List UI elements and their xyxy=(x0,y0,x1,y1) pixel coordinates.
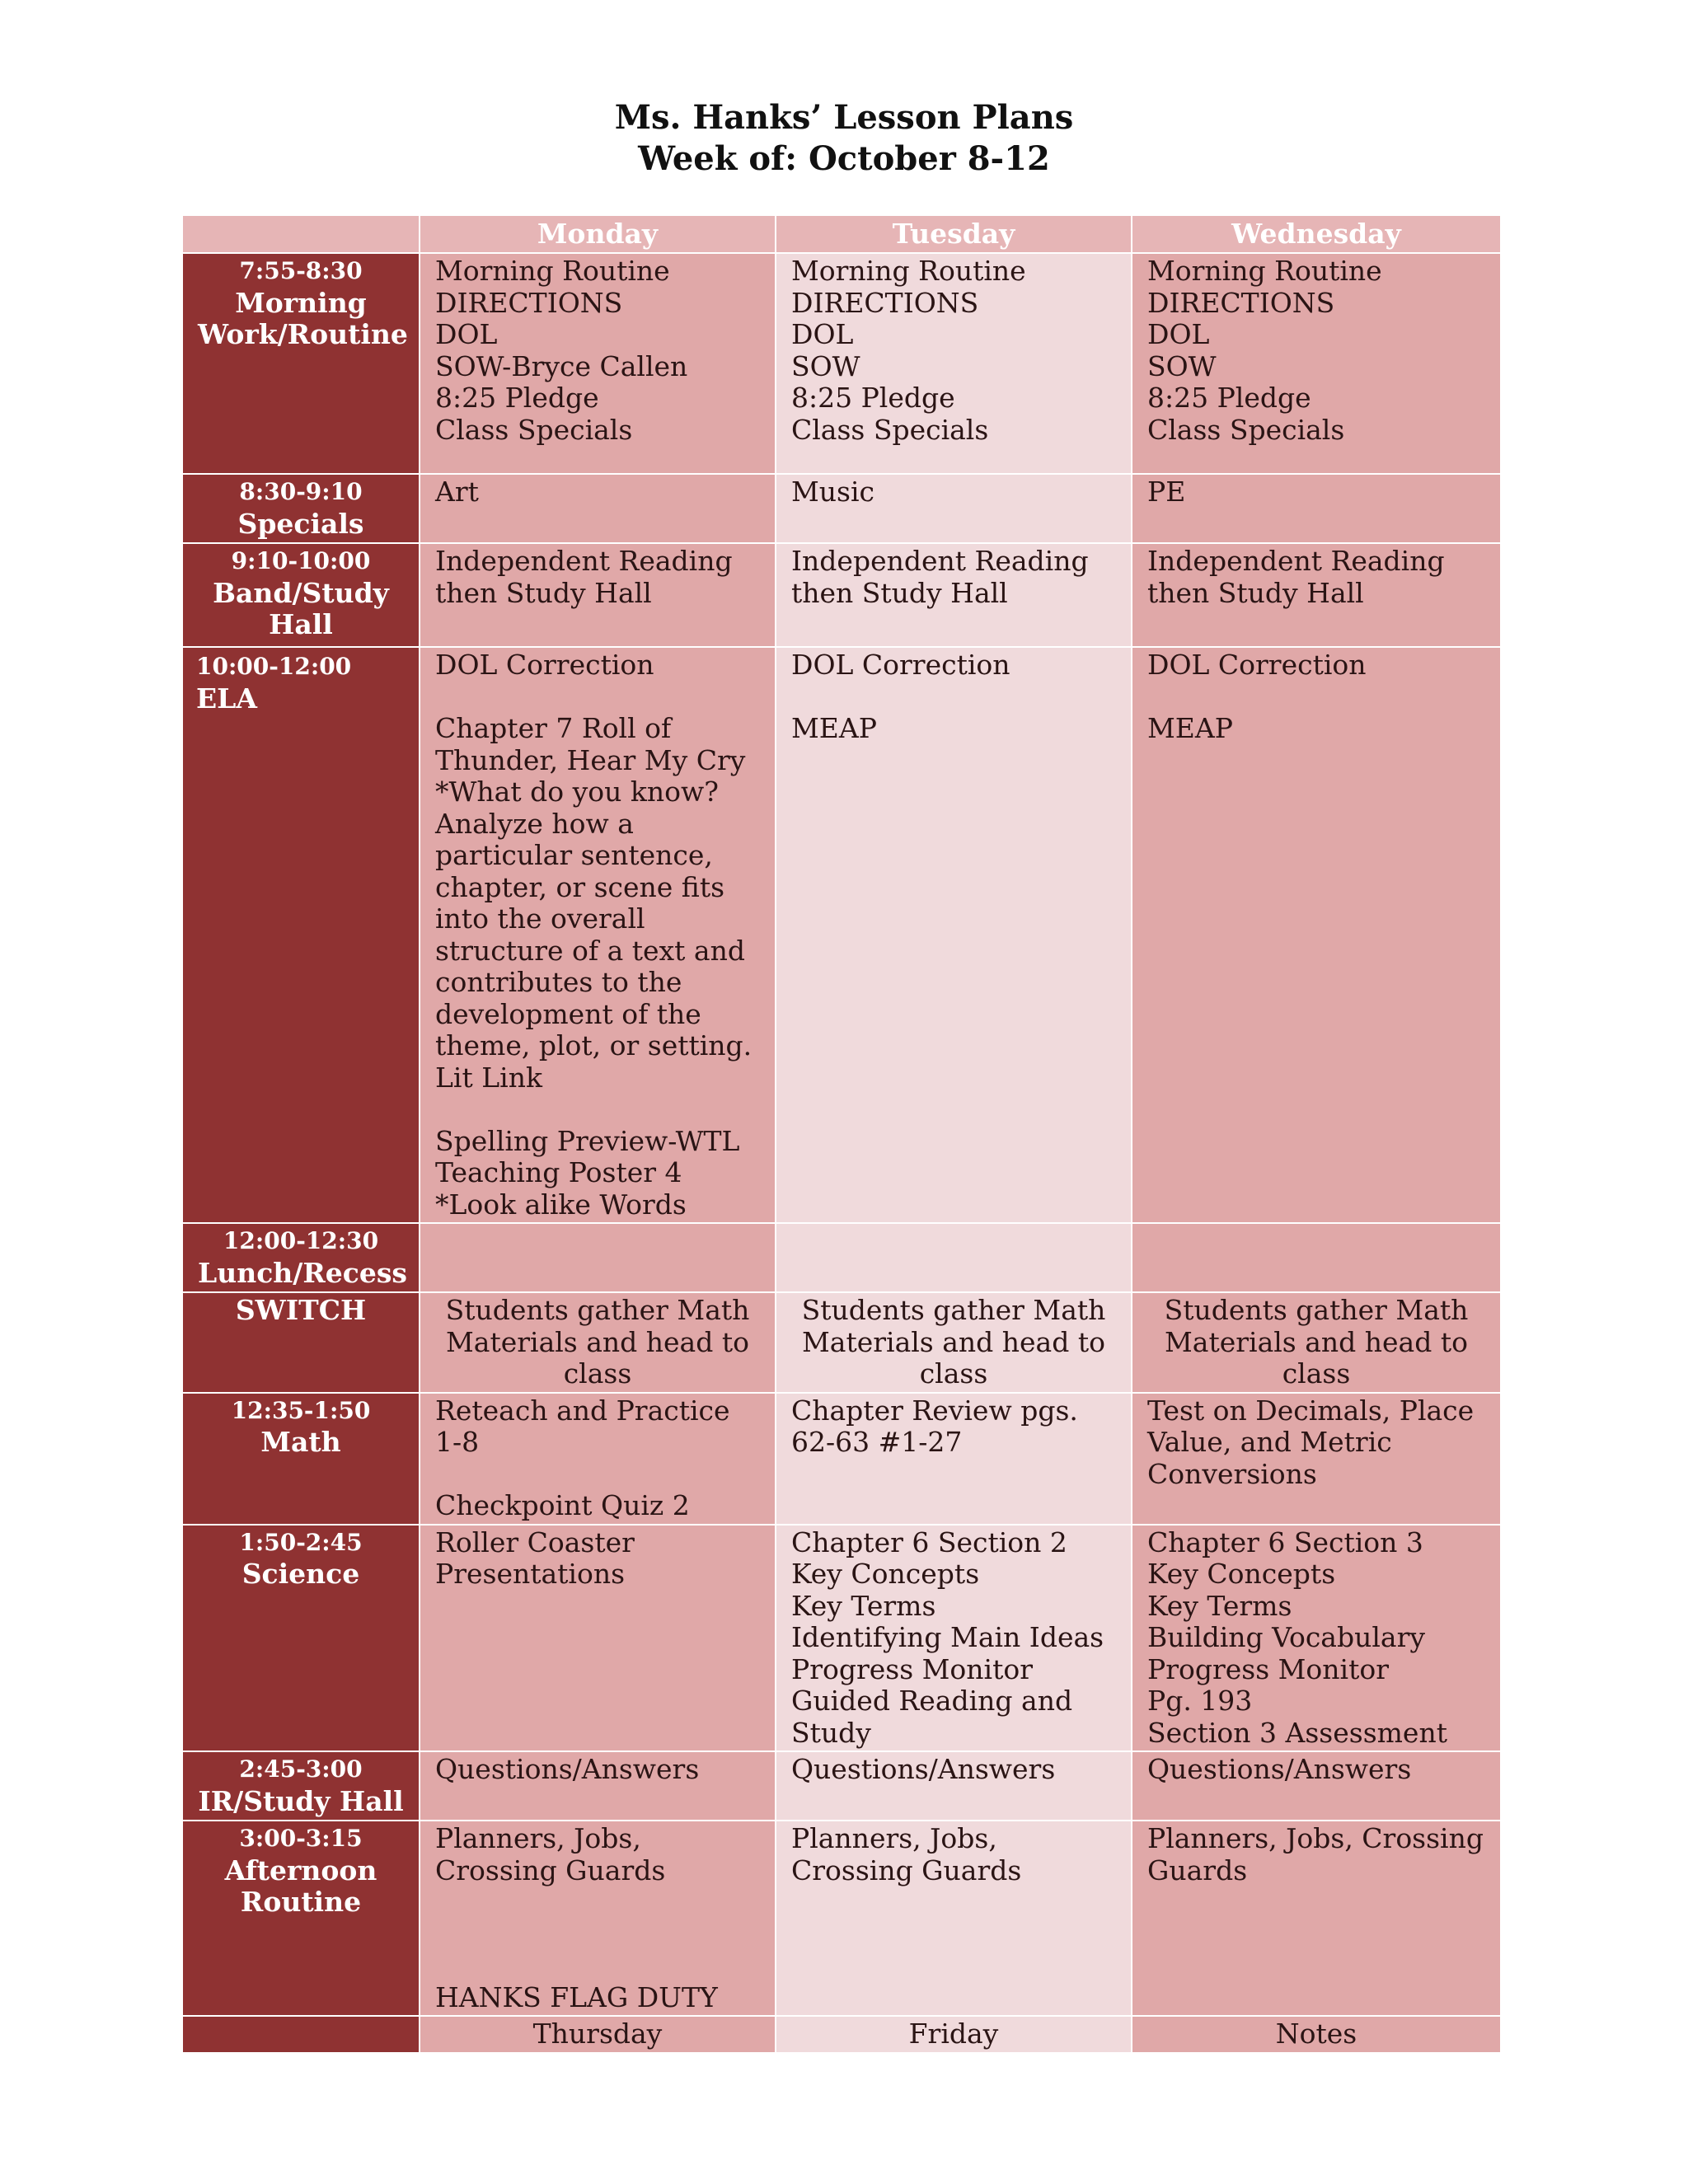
plan-cell: Questions/Answers xyxy=(776,1751,1132,1821)
time-range: 1:50-2:45 xyxy=(239,1528,363,1556)
header-row xyxy=(182,215,1501,253)
plan-cell: Planners, Jobs, Crossing Guards xyxy=(1132,1821,1501,2016)
time-slot xyxy=(182,253,420,474)
plan-cell: Roller Coaster Presentations xyxy=(420,1525,776,1752)
time-slot xyxy=(182,647,420,1223)
slot-label: Specials xyxy=(237,507,364,540)
plan-cell: Art xyxy=(420,474,776,543)
slot-label: SWITCH xyxy=(235,1294,367,1326)
plan-cell: Planners, Jobs, Crossing Guards HANKS FLAG DUTY xyxy=(420,1821,776,2016)
plan-cell: Chapter Review pgs. 62-63 #1-27 xyxy=(776,1393,1132,1525)
time-slot xyxy=(182,1292,420,1393)
header-corner xyxy=(182,215,420,253)
plan-cell: Independent Reading then Study Hall xyxy=(776,543,1132,647)
footer-day: Notes xyxy=(1132,2016,1501,2053)
schedule-row xyxy=(182,253,1501,474)
schedule-row xyxy=(182,1751,1501,1821)
time-slot xyxy=(182,1821,420,2016)
plan-cell: Test on Decimals, Place Value, and Metric Conversions xyxy=(1132,1393,1501,1525)
plan-cell: Reteach and Practice 1-8 Checkpoint Quiz 2 xyxy=(420,1393,776,1525)
slot-label: Afternoon Routine xyxy=(224,1854,377,1918)
page-title xyxy=(0,97,1688,180)
time-range: 8:30-9:10 xyxy=(239,478,363,505)
time-range: 12:00-12:30 xyxy=(223,1227,379,1254)
plan-cell: DOL Correction MEAP xyxy=(776,647,1132,1223)
plan-cell: Students gather Math Materials and head to class xyxy=(776,1292,1132,1393)
schedule-row xyxy=(182,647,1501,1223)
plan-cell: Questions/Answers xyxy=(420,1751,776,1821)
schedule-row xyxy=(182,1223,1501,1292)
title-line-1: Ms. Hanks’ Lesson Plans xyxy=(614,98,1074,137)
time-slot xyxy=(182,543,420,647)
slot-label: Math xyxy=(260,1426,341,1458)
plan-cell: Morning Routine DIRECTIONS DOL SOW 8:25 Pledge Class Specials xyxy=(1132,253,1501,474)
time-range: 10:00-12:00 xyxy=(196,653,352,680)
time-range: 7:55-8:30 xyxy=(239,257,363,284)
plan-cell: Independent Reading then Study Hall xyxy=(420,543,776,647)
plan-cell: Students gather Math Materials and head to class xyxy=(1132,1292,1501,1393)
plan-cell: Morning Routine DIRECTIONS DOL SOW 8:25 Pledge Class Specials xyxy=(776,253,1132,474)
schedule-row xyxy=(182,1525,1501,1752)
slot-label: IR/Study Hall xyxy=(198,1784,404,1817)
plan-cell: Chapter 6 Section 2 Key Concepts Key Terms Identifying Main Ideas Progress Monitor Guided Reading and Study xyxy=(776,1525,1132,1752)
slot-label: Morning Work/Routine xyxy=(198,286,408,350)
footer-day: Friday xyxy=(776,2016,1132,2053)
plan-cell: DOL Correction Chapter 7 Roll of Thunder, Hear My Cry *What do you know? Analyze how a particular sentence, chapter, or scene fits into the overall structure of a text and contributes to the development of the theme, plot, or setting. Lit Link Spelling Preview-WTL Teaching Poster 4 *Look alike Words xyxy=(420,647,776,1223)
time-slot xyxy=(182,1525,420,1752)
time-range: 3:00-3:15 xyxy=(239,1825,363,1852)
slot-label: Lunch/Recess xyxy=(198,1256,407,1289)
schedule-row xyxy=(182,1393,1501,1525)
time-range: 9:10-10:00 xyxy=(231,547,371,574)
footer-row xyxy=(182,2016,1501,2053)
header-day: Tuesday xyxy=(776,215,1132,253)
plan-cell xyxy=(420,1223,776,1292)
plan-cell: Morning Routine DIRECTIONS DOL SOW-Bryce Callen 8:25 Pledge Class Specials xyxy=(420,253,776,474)
slot-label: Science xyxy=(241,1558,360,1590)
lesson-plan-table xyxy=(181,214,1502,2054)
footer-day: Thursday xyxy=(420,2016,776,2053)
time-range: 12:35-1:50 xyxy=(231,1396,371,1424)
plan-cell: Questions/Answers xyxy=(1132,1751,1501,1821)
header-day: Monday xyxy=(420,215,776,253)
plan-cell: Music xyxy=(776,474,1132,543)
plan-cell xyxy=(1132,1223,1501,1292)
time-slot xyxy=(182,474,420,543)
schedule-row xyxy=(182,474,1501,543)
schedule-row xyxy=(182,1292,1501,1393)
time-slot xyxy=(182,1393,420,1525)
title-line-2: Week of: October 8-12 xyxy=(638,139,1050,178)
time-slot xyxy=(182,1751,420,1821)
plan-cell: PE xyxy=(1132,474,1501,543)
schedule-row xyxy=(182,543,1501,647)
schedule-row xyxy=(182,1821,1501,2016)
footer-corner xyxy=(182,2016,420,2053)
slot-label: ELA xyxy=(196,682,257,715)
time-range: 2:45-3:00 xyxy=(239,1755,363,1783)
time-slot xyxy=(182,1223,420,1292)
slot-label: Band/Study Hall xyxy=(213,576,389,640)
plan-cell: DOL Correction MEAP xyxy=(1132,647,1501,1223)
plan-cell: Chapter 6 Section 3 Key Concepts Key Terms Building Vocabulary Progress Monitor Pg. 193 Section 3 Assessment xyxy=(1132,1525,1501,1752)
plan-cell xyxy=(776,1223,1132,1292)
plan-cell: Planners, Jobs, Crossing Guards xyxy=(776,1821,1132,2016)
plan-cell: Students gather Math Materials and head to class xyxy=(420,1292,776,1393)
header-day: Wednesday xyxy=(1132,215,1501,253)
plan-cell: Independent Reading then Study Hall xyxy=(1132,543,1501,647)
